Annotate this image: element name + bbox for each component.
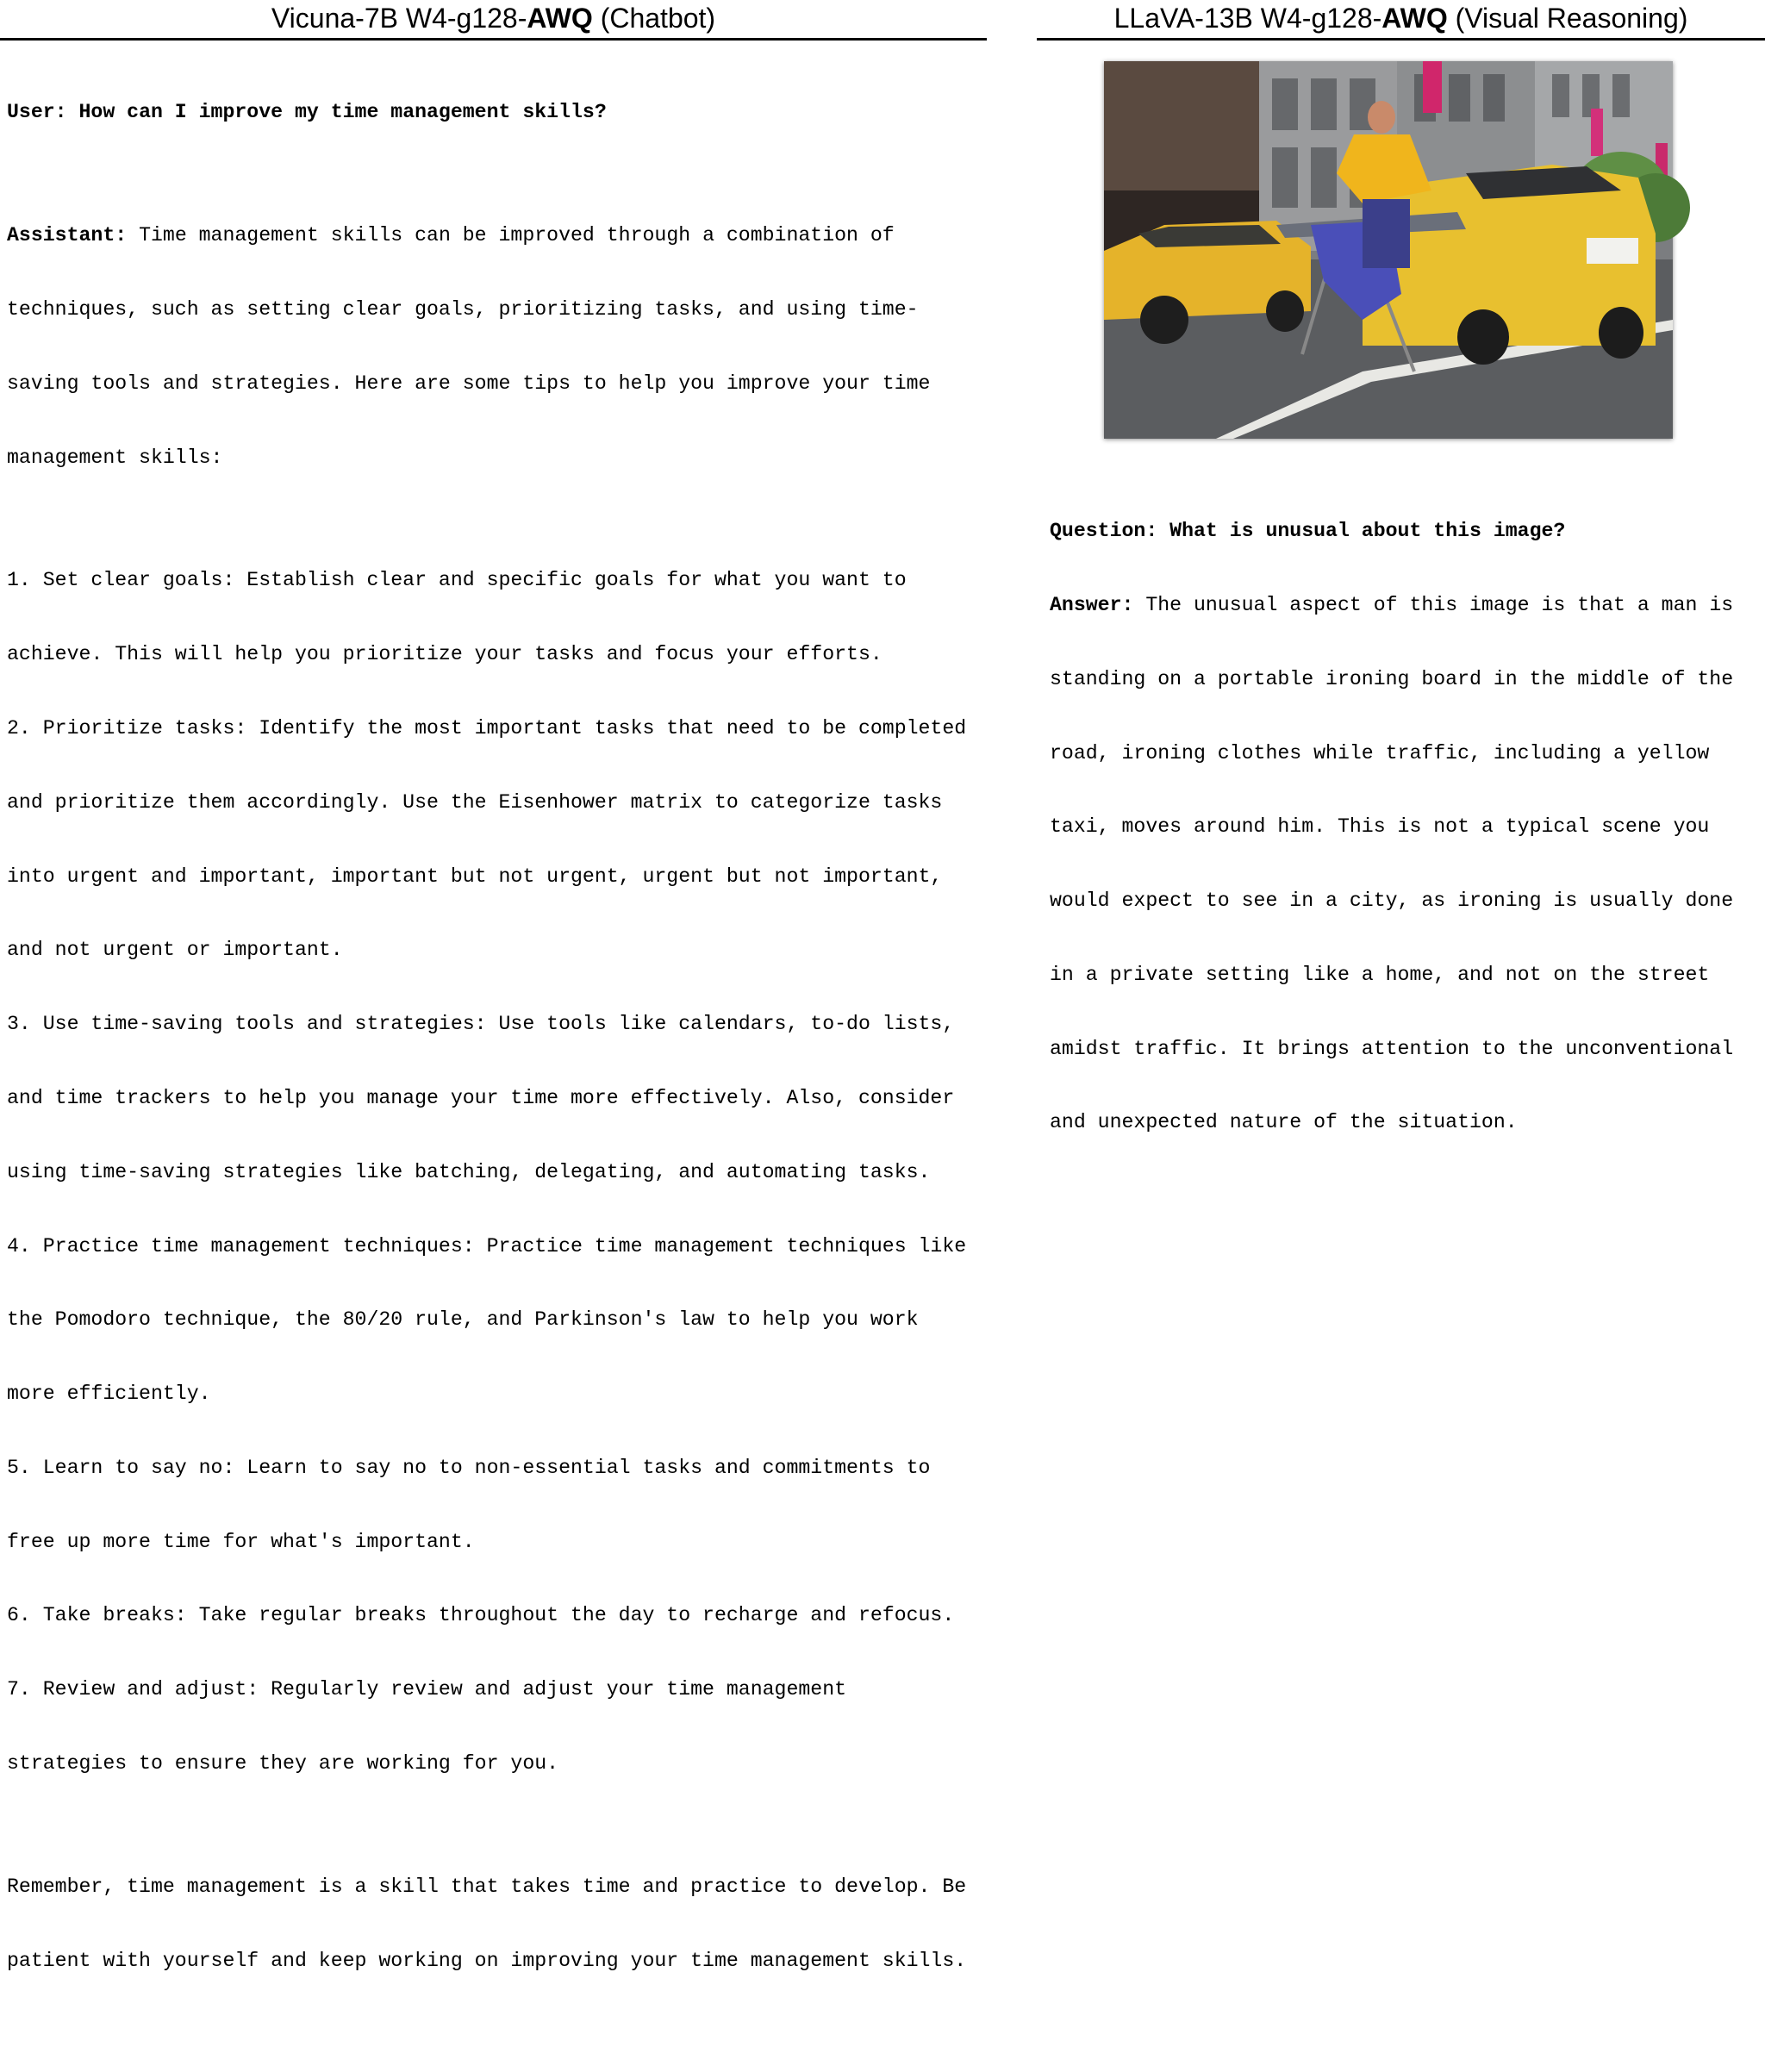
assistant-line: and time trackers to help you manage your time more effectively. Also, consider [7, 1086, 955, 1109]
chatbot-transcript [7, 51, 966, 2072]
visual-reasoning-panel [1037, 0, 1765, 1134]
assistant-line: and prioritize them accordingly. Use the Eisenhower matrix to categorize tasks [7, 790, 943, 814]
question-text: What is unusual about this image? [1157, 520, 1566, 543]
assistant-line: patient with yourself and keep working on improving your time management skills. [7, 1949, 967, 1972]
assistant-line: achieve. This will help you prioritize your tasks and focus your efforts. [7, 643, 882, 666]
assistant-line: free up more time for what's important. [7, 1530, 475, 1553]
answer-line: amidst traffic. It brings attention to the unconventional [1050, 1037, 1734, 1060]
assistant-turn [7, 174, 966, 2023]
assistant-line: and not urgent or important. [7, 939, 343, 962]
visual-title-suffix: (Visual Reasoning) [1447, 3, 1688, 34]
assistant-line: Remember, time management is a skill that takes time and practice to develop. Be [7, 1875, 967, 1898]
visual-title-prefix: LLaVA-13B W4-g128- [1113, 3, 1382, 34]
chatbot-title-prefix: Vicuna-7B W4-g128- [271, 3, 527, 34]
assistant-line: management skills: [7, 446, 223, 469]
assistant-line: strategies to ensure they are working for you. [7, 1751, 559, 1775]
answer-line: Answer: The unusual aspect of this image is that a man is [1050, 593, 1734, 616]
user-question: How can I improve my time management skills? [66, 101, 607, 124]
user-label: User: [7, 101, 67, 124]
assistant-line: saving tools and strategies. Here are some tips to help you improve your time [7, 371, 931, 395]
assistant-label: Assistant: [7, 224, 128, 247]
assistant-line: more efficiently. [7, 1382, 211, 1406]
assistant-line: 2. Prioritize tasks: Identify the most important tasks that need to be completed [7, 717, 967, 740]
chatbot-panel-title [0, 0, 987, 41]
answer-line: road, ironing clothes while traffic, including a yellow [1050, 741, 1710, 765]
answer-line: and unexpected nature of the situation. [1050, 1111, 1518, 1134]
assistant-line: techniques, such as setting clear goals, prioritizing tasks, and using time- [7, 297, 919, 321]
answer-line: in a private setting like a home, and not on the street [1050, 963, 1710, 986]
assistant-line: using time-saving strategies like batching, delegating, and automating tasks. [7, 1160, 931, 1183]
visual-reasoning-panel-title [1037, 0, 1765, 41]
question-label: Question: [1050, 520, 1158, 543]
assistant-line: 6. Take breaks: Take regular breaks throughout the day to recharge and refocus. [7, 1604, 955, 1627]
question-line [1050, 519, 1733, 544]
chatbot-title-suffix: (Chatbot) [592, 3, 716, 34]
user-turn [7, 100, 966, 125]
answer-line: standing on a portable ironing board in the middle of the [1050, 667, 1734, 690]
city-street-taxi-photo [1104, 61, 1673, 439]
answer-line: taxi, moves around him. This is not a typical scene you [1050, 815, 1710, 839]
assistant-line: into urgent and important, important but not urgent, urgent but not important, [7, 864, 943, 888]
chatbot-title-method: AWQ [527, 3, 593, 34]
assistant-line: 3. Use time-saving tools and strategies: Use tools like calendars, to-do lists, [7, 1013, 955, 1036]
answer-line: would expect to see in a city, as ironing is usually done [1050, 889, 1734, 913]
assistant-line: 4. Practice time management techniques: Practice time management techniques like [7, 1234, 967, 1258]
assistant-line: 5. Learn to say no: Learn to say no to non-essential tasks and commitments to [7, 1456, 931, 1479]
assistant-line: 1. Set clear goals: Establish clear and specific goals for what you want to [7, 569, 907, 592]
assistant-line: 7. Review and adjust: Regularly review and adjust your time management [7, 1678, 847, 1701]
visual-qa [1050, 470, 1733, 1184]
assistant-line: the Pomodoro technique, the 80/20 rule, and Parkinson's law to help you work [7, 1308, 919, 1332]
answer-label: Answer: [1050, 593, 1134, 616]
assistant-line: Assistant: Time management skills can be improved through a combination of [7, 224, 895, 247]
visual-title-method: AWQ [1381, 3, 1448, 34]
